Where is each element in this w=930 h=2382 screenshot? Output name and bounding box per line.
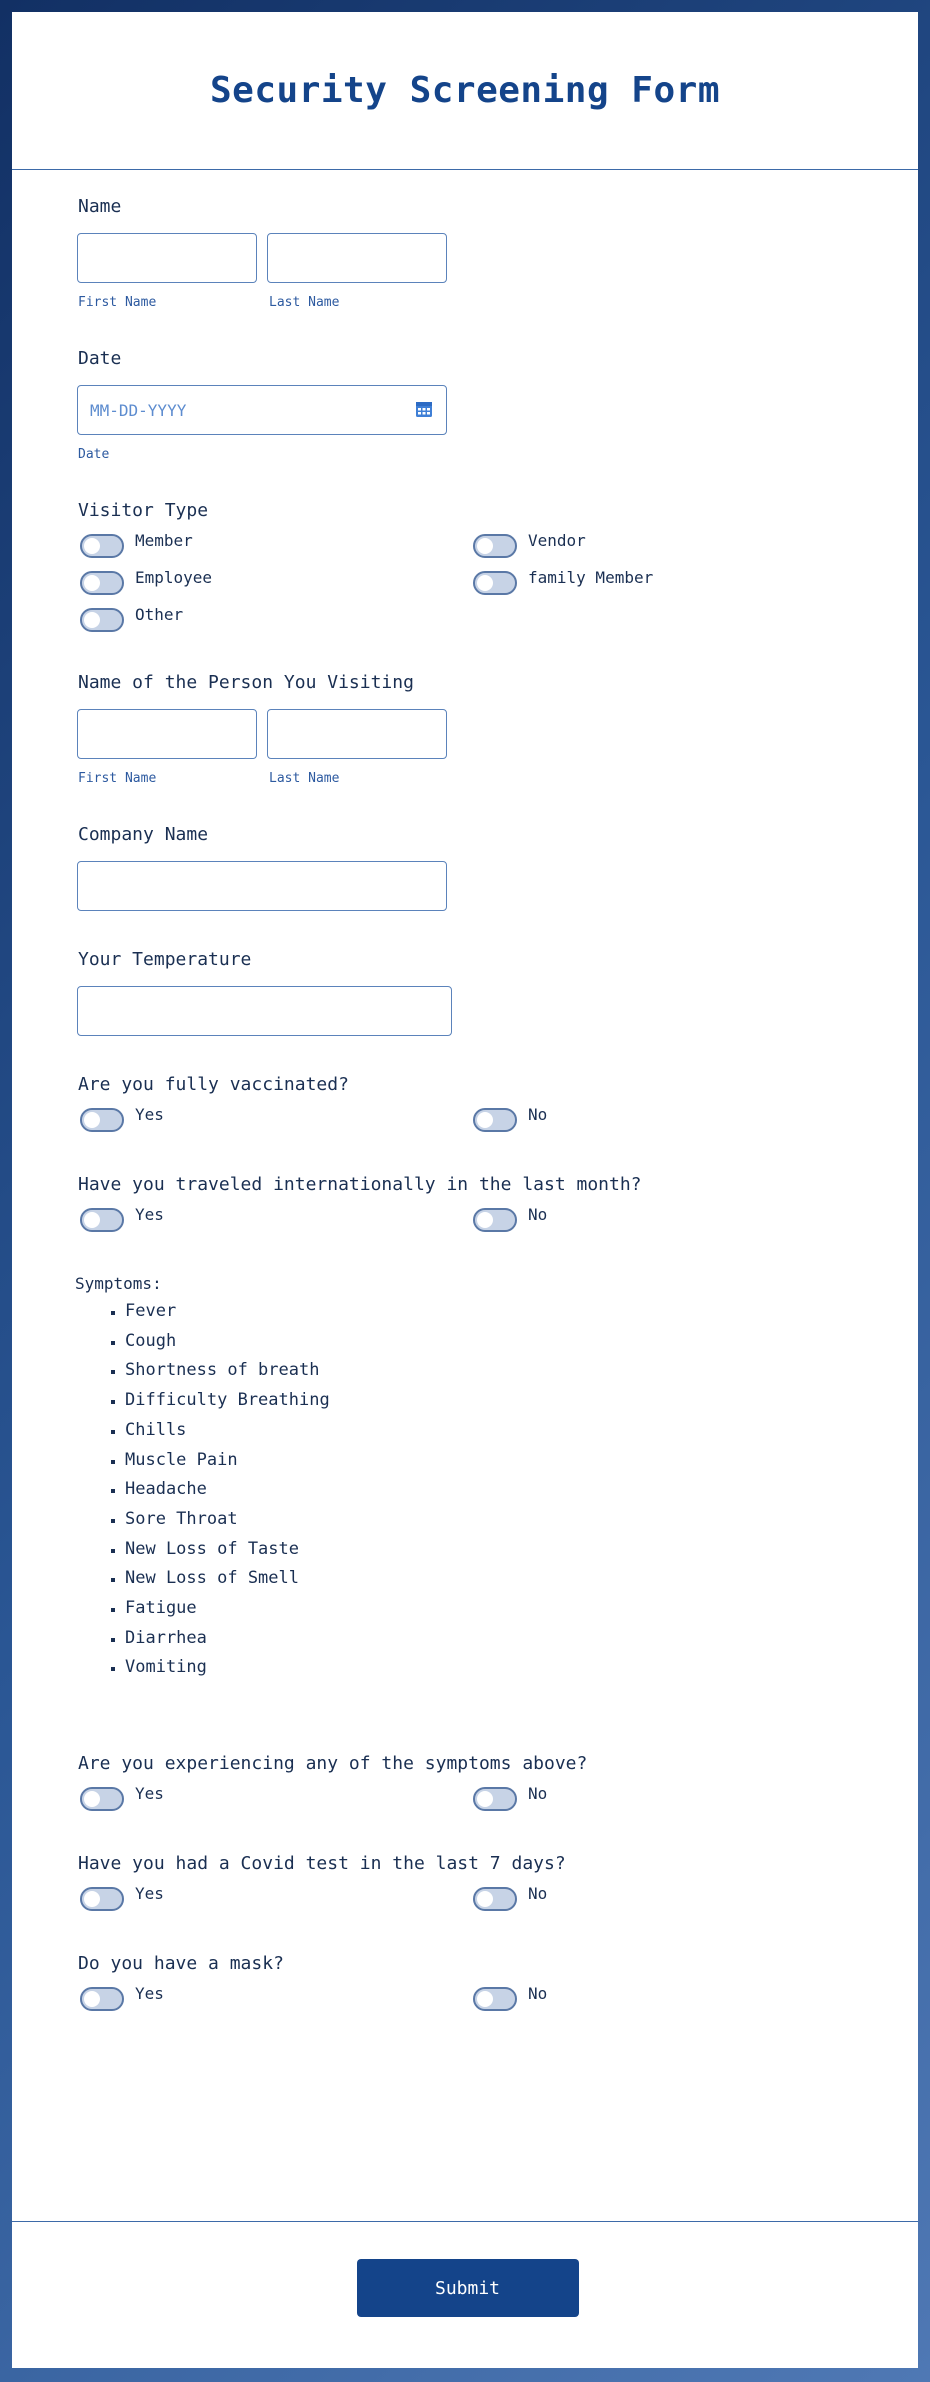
option-label: No — [528, 1984, 548, 2004]
option-label: Yes — [135, 1105, 164, 1124]
form-card — [12, 12, 918, 2368]
list-item: ▪ Fever — [125, 1297, 918, 1327]
name-field — [77, 196, 918, 310]
option-label: Yes — [135, 1205, 164, 1224]
temperature-label: Your Temperature — [78, 949, 252, 970]
mask-field — [77, 1953, 918, 2013]
covid-test-field — [77, 1853, 918, 1913]
mask-yes-option[interactable] — [80, 1984, 473, 2013]
temperature-input[interactable] — [77, 986, 452, 1036]
vaccinated-yes-option[interactable] — [80, 1105, 473, 1134]
toggle-switch[interactable] — [80, 1887, 124, 1911]
option-label: Yes — [135, 1984, 164, 2004]
symptoms-section — [75, 1274, 918, 1683]
list-item: ▪ Fatigue — [125, 1594, 918, 1624]
option-label: Vendor — [528, 531, 586, 550]
list-item: ▪ Cough — [125, 1327, 918, 1357]
last-name-input[interactable] — [267, 233, 447, 283]
option-label: Other — [135, 605, 184, 624]
toggle-switch[interactable] — [80, 608, 124, 632]
visitor-option-member[interactable] — [80, 531, 473, 560]
vaccinated-field — [77, 1074, 918, 1134]
list-item: ▪ New Loss of Taste — [125, 1535, 918, 1565]
form-content — [12, 170, 918, 2013]
experiencing-no-option[interactable] — [473, 1784, 866, 1813]
form-title: Security Screening Form — [210, 70, 720, 111]
toggle-switch[interactable] — [473, 1108, 517, 1132]
toggle-switch[interactable] — [80, 1208, 124, 1232]
option-label: No — [528, 1205, 548, 1224]
option-label: family Member — [528, 568, 654, 587]
person-visiting-field — [77, 672, 918, 786]
visitor-option-employee[interactable] — [80, 568, 473, 597]
company-input[interactable] — [77, 861, 447, 911]
option-label: Yes — [135, 1784, 164, 1804]
vaccinated-no-option[interactable] — [473, 1105, 866, 1134]
form-footer — [12, 2221, 918, 2317]
visiting-first-name-sublabel: First Name — [78, 771, 157, 786]
date-label: Date — [78, 348, 122, 369]
form-header — [12, 12, 918, 170]
symptoms-list — [75, 1297, 918, 1683]
toggle-switch[interactable] — [473, 534, 517, 558]
mask-no-option[interactable] — [473, 1984, 866, 2013]
visiting-last-name-input[interactable] — [267, 709, 447, 759]
last-name-sublabel: Last Name — [269, 295, 340, 310]
traveled-label: Have you traveled internationally in the last month? — [78, 1174, 642, 1195]
option-label: Member — [135, 531, 193, 550]
list-item: ▪ Diarrhea — [125, 1624, 918, 1654]
list-item: ▪ Headache — [125, 1475, 918, 1505]
experiencing-field — [77, 1753, 918, 1813]
company-label: Company Name — [78, 824, 209, 845]
experiencing-yes-option[interactable] — [80, 1784, 473, 1813]
visiting-first-name-input[interactable] — [77, 709, 257, 759]
list-item: ▪ Sore Throat — [125, 1505, 918, 1535]
experiencing-label: Are you experiencing any of the symptoms above? — [78, 1753, 588, 1775]
visitor-type-label: Visitor Type — [78, 500, 209, 521]
calendar-icon[interactable] — [415, 400, 433, 418]
toggle-switch[interactable] — [473, 571, 517, 595]
visitor-option-vendor[interactable] — [473, 531, 866, 560]
visiting-last-name-sublabel: Last Name — [269, 771, 340, 786]
toggle-switch[interactable] — [80, 534, 124, 558]
date-sublabel: Date — [78, 447, 110, 462]
person-visiting-label: Name of the Person You Visiting — [78, 672, 414, 693]
symptoms-title: Symptoms: — [75, 1274, 162, 1293]
vaccinated-label: Are you fully vaccinated? — [78, 1074, 349, 1095]
covid-test-no-option[interactable] — [473, 1884, 866, 1913]
toggle-switch[interactable] — [473, 1208, 517, 1232]
company-field — [77, 824, 918, 911]
first-name-sublabel: First Name — [78, 295, 157, 310]
option-label: Employee — [135, 568, 213, 587]
list-item: ▪ New Loss of Smell — [125, 1564, 918, 1594]
list-item: ▪ Muscle Pain — [125, 1446, 918, 1476]
visitor-type-field — [77, 500, 918, 634]
submit-button[interactable]: Submit — [357, 2259, 579, 2317]
date-input[interactable] — [77, 385, 447, 435]
covid-test-yes-option[interactable] — [80, 1884, 473, 1913]
visitor-option-family-member[interactable] — [473, 568, 866, 597]
traveled-no-option[interactable] — [473, 1205, 866, 1234]
visitor-option-other[interactable] — [80, 605, 473, 634]
toggle-switch[interactable] — [473, 1787, 517, 1811]
list-item: ▪ Difficulty Breathing — [125, 1386, 918, 1416]
temperature-field — [77, 949, 918, 1036]
toggle-switch[interactable] — [473, 1987, 517, 2011]
option-label: No — [528, 1784, 548, 1804]
covid-test-label: Have you had a Covid test in the last 7 days? — [78, 1853, 566, 1875]
traveled-field — [77, 1174, 918, 1234]
toggle-switch[interactable] — [80, 1787, 124, 1811]
option-label: No — [528, 1884, 548, 1904]
list-item: ▪ Vomiting — [125, 1653, 918, 1683]
name-label: Name — [78, 196, 122, 217]
traveled-yes-option[interactable] — [80, 1205, 473, 1234]
toggle-switch[interactable] — [80, 1987, 124, 2011]
toggle-switch[interactable] — [80, 1108, 124, 1132]
date-field — [77, 348, 918, 462]
list-item: ▪ Shortness of breath — [125, 1356, 918, 1386]
list-item: ▪ Chills — [125, 1416, 918, 1446]
toggle-switch[interactable] — [80, 571, 124, 595]
mask-label: Do you have a mask? — [78, 1953, 284, 1975]
option-label: Yes — [135, 1884, 164, 1904]
first-name-input[interactable] — [77, 233, 257, 283]
toggle-switch[interactable] — [473, 1887, 517, 1911]
option-label: No — [528, 1105, 548, 1124]
